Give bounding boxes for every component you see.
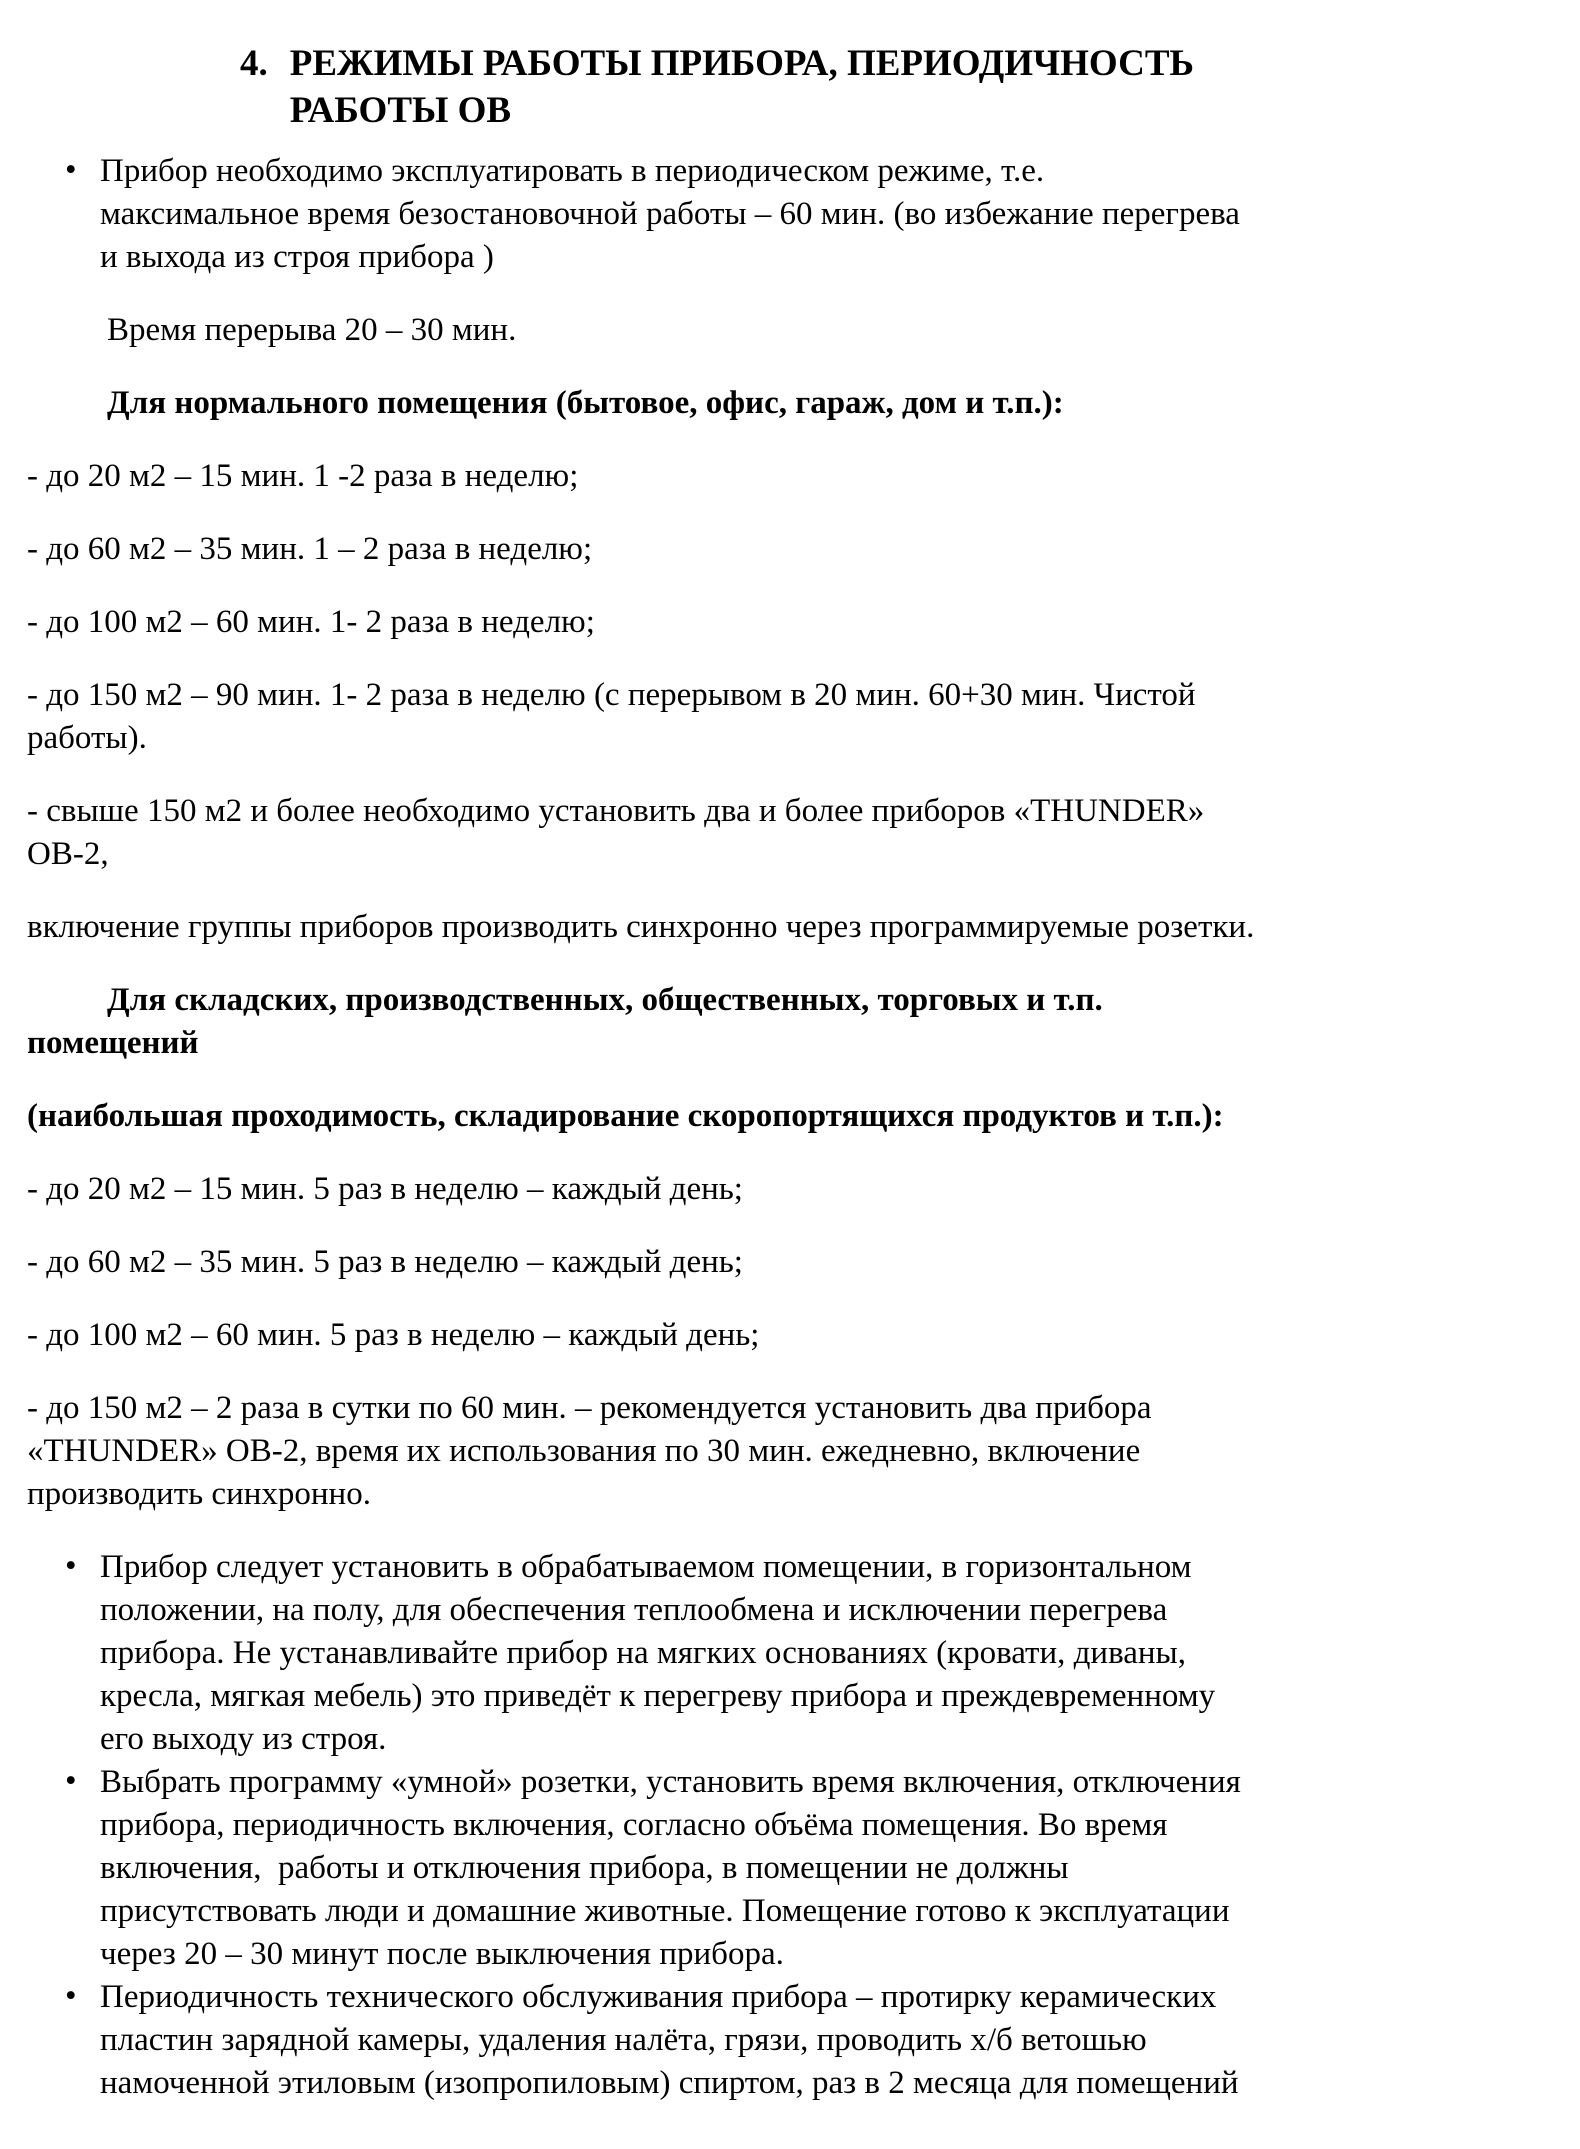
- commercial-rooms-subheading: (наибольшая проходимость, складирование скоропортящихся продуктов и т.п.):: [27, 1098, 1224, 1134]
- section-number: 4.: [240, 43, 268, 84]
- normal-rooms-item-60m2: - до 60 м2 – 35 мин. 1 – 2 раза в неделю;: [27, 531, 593, 567]
- commercial-rooms-item-150m2-line2: «THUNDER» ОВ-2, время их использования по 30 мин. ежедневно, включение: [27, 1433, 1141, 1469]
- normal-rooms-item-150m2: [27, 674, 1552, 760]
- placement-line4: кресла, мягкая мебель) это приведёт к перегреву прибора и преждевременному: [100, 1678, 1216, 1714]
- bullet-icon: •: [65, 152, 77, 188]
- normal-rooms-item-150m2-line1: - до 150 м2 – 90 мин. 1- 2 раза в неделю (с перерывом в 20 мин. 60+30 мин. Чистой: [27, 677, 1196, 713]
- bullet-icon: •: [65, 1978, 77, 2014]
- commercial-rooms-item-150m2-line1: - до 150 м2 – 2 раза в сутки по 60 мин. – рекомендуется установить два прибора: [27, 1390, 1152, 1426]
- normal-rooms-item-100m2: - до 100 м2 – 60 мин. 1- 2 раза в неделю;: [27, 604, 595, 640]
- commercial-rooms-item-150m2: [27, 1387, 1552, 1516]
- commercial-rooms-item-100m2: - до 100 м2 – 60 мин. 5 раз в неделю – каждый день;: [27, 1317, 760, 1353]
- commercial-rooms-item-20m2: - до 20 м2 – 15 мин. 5 раз в неделю – каждый день;: [27, 1171, 743, 1207]
- maintenance-line1: Периодичность технического обслуживания прибора – протирку керамических: [100, 1979, 1217, 2015]
- program-line3: включения, работы и отключения прибора, в помещении не должны: [100, 1850, 1069, 1886]
- program-line2: прибора, периодичность включения, согласно объёма помещения. Во время: [100, 1807, 1168, 1843]
- program-bullet-paragraph: [27, 1761, 1552, 1976]
- section-title-line1: РЕЖИМЫ РАБОТЫ ПРИБОРА, ПЕРИОДИЧНОСТЬ: [289, 43, 1195, 84]
- normal-rooms-item-20m2: - до 20 м2 – 15 мин. 1 -2 раза в неделю;: [27, 458, 579, 494]
- commercial-rooms-item-60m2: - до 60 м2 – 35 мин. 5 раз в неделю – каждый день;: [27, 1244, 743, 1280]
- placement-line1: Прибор следует установить в обрабатываемом помещении, в горизонтальном: [100, 1549, 1192, 1585]
- program-line1: Выбрать программу «умной» розетки, установить время включения, отключения: [100, 1764, 1241, 1800]
- normal-rooms-item-150m2-line2: работы).: [27, 720, 147, 756]
- section-title-text: [290, 40, 1194, 134]
- placement-line2: положении, на полу, для обеспечения теплообмена и исключении перегрева: [100, 1592, 1168, 1628]
- normal-rooms-sync-note: включение группы приборов производить синхронно через программируемые розетки.: [27, 909, 1255, 945]
- commercial-rooms-heading-line1: Для складских, производственных, общественных, торговых и т.п.: [107, 982, 1103, 1018]
- commercial-rooms-item-150m2-line3: производить синхронно.: [27, 1476, 371, 1512]
- maintenance-line2: пластин зарядной камеры, удаления налёта, грязи, проводить х/б ветошью: [100, 2022, 1147, 2058]
- normal-rooms-item-over150m2-line1: - свыше 150 м2 и более необходимо установить два и более приборов «THUNDER»: [27, 793, 1205, 829]
- intro-bullet-paragraph: [27, 150, 1552, 279]
- normal-rooms-heading: Для нормального помещения (бытовое, офис, гараж, дом и т.п.):: [107, 385, 1064, 421]
- maintenance-line3: намоченной этиловым (изопропиловым) спиртом, раз в 2 месяца для помещений: [100, 2065, 1239, 2101]
- pause-note: Время перерыва 20 – 30 мин.: [107, 312, 517, 348]
- commercial-rooms-heading-line2: помещений: [27, 1025, 199, 1061]
- section-title: [240, 40, 1552, 134]
- placement-line5: его выходу из строя.: [100, 1721, 387, 1757]
- normal-rooms-item-over150m2-line2: ОВ-2,: [27, 836, 109, 872]
- placement-bullet-paragraph: [27, 1546, 1552, 1761]
- program-line5: через 20 – 30 минут после выключения прибора.: [100, 1936, 784, 1972]
- intro-line3: и выхода из строя прибора ): [100, 239, 494, 275]
- section-title-line2: РАБОТЫ ОВ: [289, 90, 512, 131]
- intro-line1: Прибор необходимо эксплуатировать в периодическом режиме, т.е.: [100, 153, 1045, 189]
- placement-line3: прибора. Не устанавливайте прибор на мягких основаниях (кровати, диваны,: [100, 1635, 1186, 1671]
- bullet-icon: •: [65, 1763, 77, 1799]
- intro-line2: максимальное время безостановочной работы – 60 мин. (во избежание перегрева: [100, 196, 1240, 232]
- normal-rooms-item-over150m2: [27, 790, 1552, 876]
- bullet-icon: •: [65, 1548, 77, 1584]
- commercial-rooms-heading: [27, 979, 1552, 1065]
- maintenance-bullet-paragraph: [27, 1976, 1552, 2105]
- program-line4: присутствовать люди и домашние животные. Помещение готово к эксплуатации: [100, 1893, 1230, 1929]
